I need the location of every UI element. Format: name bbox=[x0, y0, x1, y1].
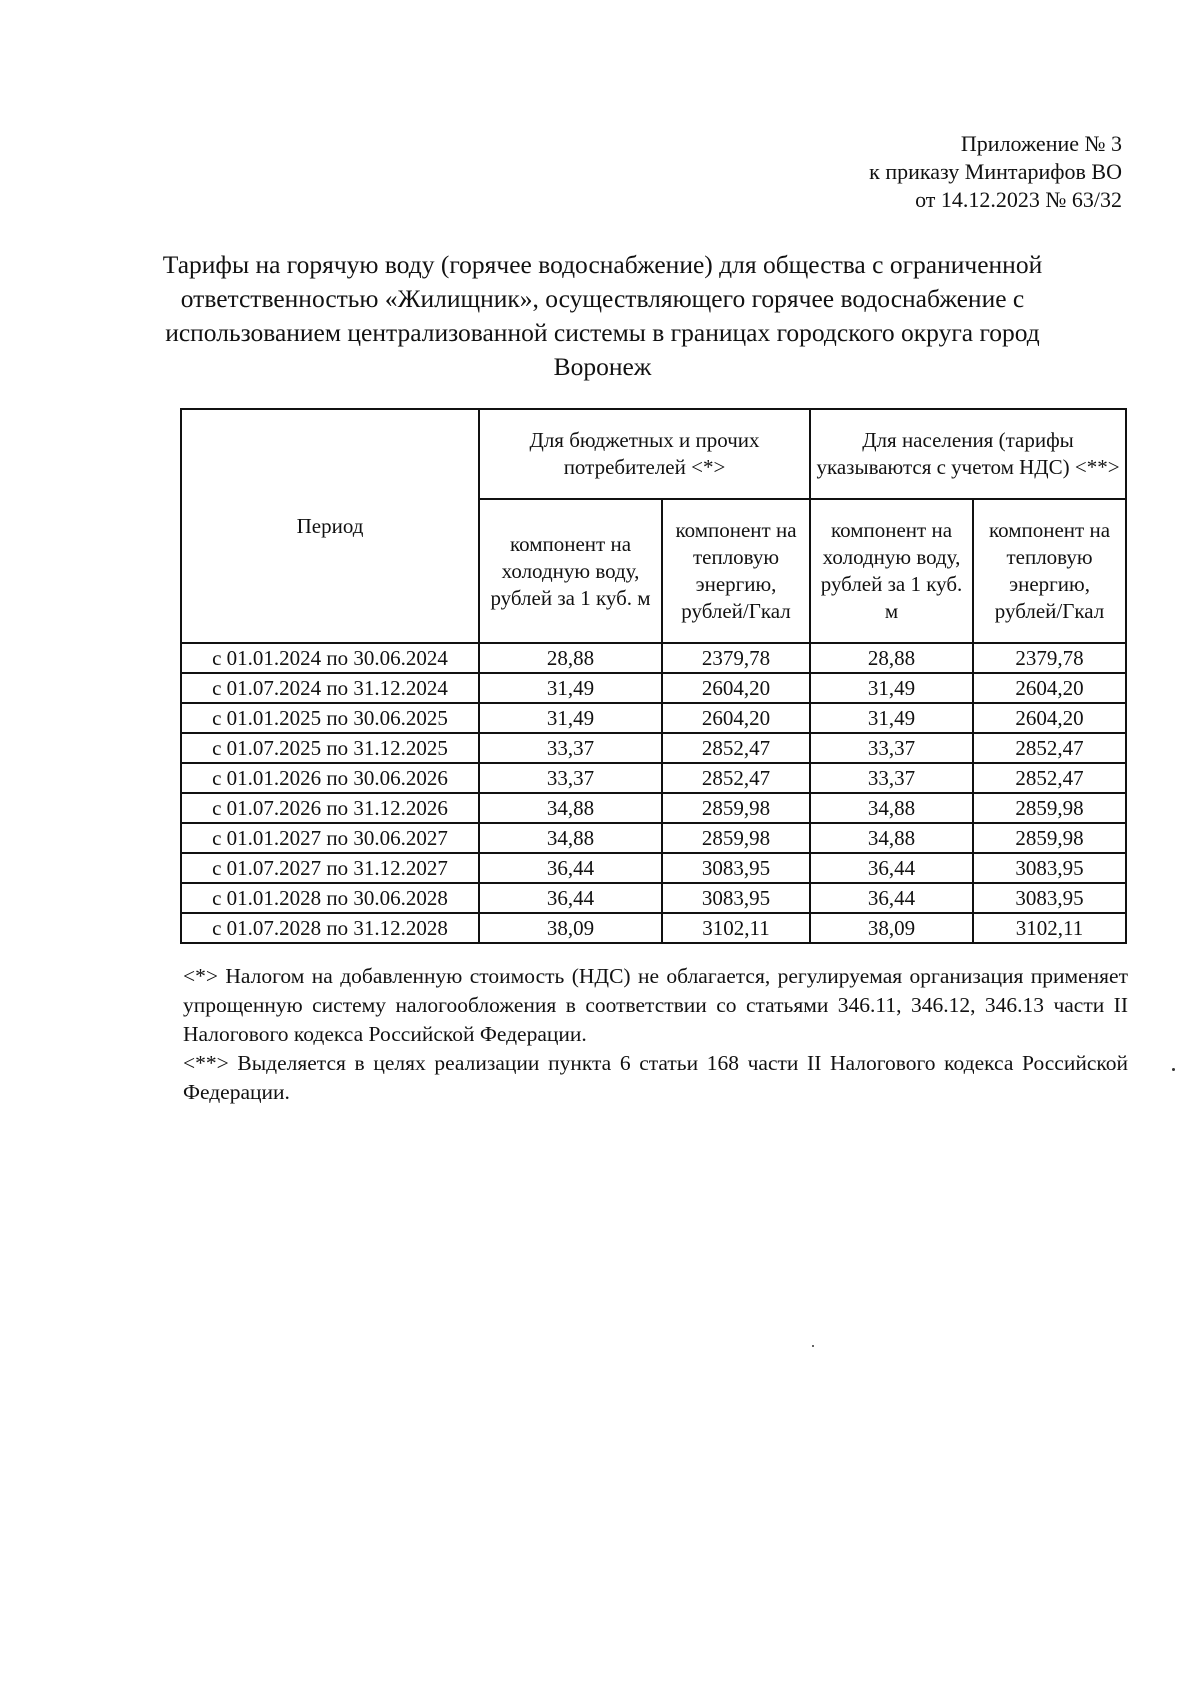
table-row bbox=[181, 823, 1126, 853]
budget-cold-cell: 28,88 bbox=[479, 643, 662, 673]
population-cold-cell: 36,44 bbox=[810, 853, 973, 883]
table-row bbox=[181, 763, 1126, 793]
appendix-order-ref: к приказу Минтарифов ВО bbox=[869, 159, 1122, 184]
period-cell: с 01.07.2025 по 31.12.2025 bbox=[181, 733, 479, 763]
budget-cold-header: компонент на холодную воду, рублей за 1 куб. м bbox=[479, 499, 662, 643]
budget-cold-cell: 34,88 bbox=[479, 793, 662, 823]
tariff-table bbox=[180, 408, 1127, 944]
budget-heat-cell: 2379,78 bbox=[662, 643, 810, 673]
budget-cold-cell: 34,88 bbox=[479, 823, 662, 853]
table-row bbox=[181, 883, 1126, 913]
table-row bbox=[181, 733, 1126, 763]
budget-group-header: Для бюджетных и прочих потребителей <*> bbox=[479, 409, 810, 499]
period-cell: с 01.07.2027 по 31.12.2027 bbox=[181, 853, 479, 883]
scan-speck bbox=[812, 1345, 814, 1347]
period-cell: с 01.01.2026 по 30.06.2026 bbox=[181, 763, 479, 793]
document-title: Тарифы на горячую воду (горячее водоснабжение) для общества с ограниченной ответственностью «Жилищник», осуществляющего горячее водоснабжение с использованием централизованной системы в границах городского округа город Воронеж bbox=[162, 250, 1043, 381]
period-cell: с 01.01.2028 по 30.06.2028 bbox=[181, 883, 479, 913]
budget-heat-cell: 3083,95 bbox=[662, 853, 810, 883]
population-group-header: Для населения (тарифы указываются с учетом НДС) <**> bbox=[810, 409, 1126, 499]
population-heat-cell: 2852,47 bbox=[973, 763, 1126, 793]
budget-cold-cell: 33,37 bbox=[479, 733, 662, 763]
footnote-vat-included: <**> Выделяется в целях реализации пункта 6 статьи 168 части II Налогового кодекса Российской Федерации. bbox=[183, 1051, 1128, 1104]
period-cell: с 01.01.2024 по 30.06.2024 bbox=[181, 643, 479, 673]
population-heat-cell: 2852,47 bbox=[973, 733, 1126, 763]
footnotes bbox=[183, 962, 1128, 1107]
budget-cold-cell: 31,49 bbox=[479, 673, 662, 703]
table-row bbox=[181, 703, 1126, 733]
period-cell: с 01.07.2028 по 31.12.2028 bbox=[181, 913, 479, 943]
population-heat-cell: 2604,20 bbox=[973, 673, 1126, 703]
population-cold-cell: 34,88 bbox=[810, 823, 973, 853]
budget-cold-cell: 36,44 bbox=[479, 883, 662, 913]
population-cold-cell: 33,37 bbox=[810, 733, 973, 763]
budget-cold-cell: 31,49 bbox=[479, 703, 662, 733]
population-heat-cell: 2379,78 bbox=[973, 643, 1126, 673]
appendix-number: Приложение № 3 bbox=[960, 131, 1122, 156]
table-row bbox=[181, 913, 1126, 943]
population-heat-cell: 3083,95 bbox=[973, 883, 1126, 913]
period-cell: с 01.01.2025 по 30.06.2025 bbox=[181, 703, 479, 733]
budget-heat-cell: 2859,98 bbox=[662, 823, 810, 853]
tariff-table-body bbox=[181, 643, 1126, 943]
table-row bbox=[181, 853, 1126, 883]
appendix-order-date: от 14.12.2023 № 63/32 bbox=[915, 187, 1122, 212]
population-cold-cell: 34,88 bbox=[810, 793, 973, 823]
population-heat-cell: 3102,11 bbox=[973, 913, 1126, 943]
budget-heat-cell: 3083,95 bbox=[662, 883, 810, 913]
population-heat-cell: 2859,98 bbox=[973, 793, 1126, 823]
table-row bbox=[181, 793, 1126, 823]
population-cold-cell: 38,09 bbox=[810, 913, 973, 943]
population-heat-cell: 2859,98 bbox=[973, 823, 1126, 853]
budget-cold-cell: 38,09 bbox=[479, 913, 662, 943]
table-row bbox=[181, 643, 1126, 673]
footnote-vat-exempt: <*> Налогом на добавленную стоимость (НДС) не облагается, регулируемая организация применяет упрощенную систему налогообложения в соответствии со статьями 346.11, 346.12, 346.13 части II Налогового кодекса Российской Федерации. bbox=[183, 964, 1128, 1046]
population-cold-header: компонент на холодную воду, рублей за 1 куб. м bbox=[810, 499, 973, 643]
appendix-header bbox=[869, 130, 1122, 214]
budget-heat-cell: 2852,47 bbox=[662, 763, 810, 793]
population-heat-cell: 3083,95 bbox=[973, 853, 1126, 883]
period-cell: с 01.01.2027 по 30.06.2027 bbox=[181, 823, 479, 853]
population-cold-cell: 36,44 bbox=[810, 883, 973, 913]
budget-heat-cell: 3102,11 bbox=[662, 913, 810, 943]
population-cold-cell: 31,49 bbox=[810, 673, 973, 703]
scan-speck bbox=[1172, 1068, 1175, 1071]
population-heat-cell: 2604,20 bbox=[973, 703, 1126, 733]
budget-heat-cell: 2859,98 bbox=[662, 793, 810, 823]
table-row bbox=[181, 673, 1126, 703]
budget-cold-cell: 36,44 bbox=[479, 853, 662, 883]
population-cold-cell: 31,49 bbox=[810, 703, 973, 733]
population-cold-cell: 33,37 bbox=[810, 763, 973, 793]
budget-cold-cell: 33,37 bbox=[479, 763, 662, 793]
budget-heat-cell: 2604,20 bbox=[662, 703, 810, 733]
budget-heat-cell: 2604,20 bbox=[662, 673, 810, 703]
period-cell: с 01.07.2024 по 31.12.2024 bbox=[181, 673, 479, 703]
budget-heat-header: компонент на тепловую энергию, рублей/Гкал bbox=[662, 499, 810, 643]
period-cell: с 01.07.2026 по 31.12.2026 bbox=[181, 793, 479, 823]
population-cold-cell: 28,88 bbox=[810, 643, 973, 673]
population-heat-header: компонент на тепловую энергию, рублей/Гкал bbox=[973, 499, 1126, 643]
period-header: Период bbox=[181, 409, 479, 643]
budget-heat-cell: 2852,47 bbox=[662, 733, 810, 763]
